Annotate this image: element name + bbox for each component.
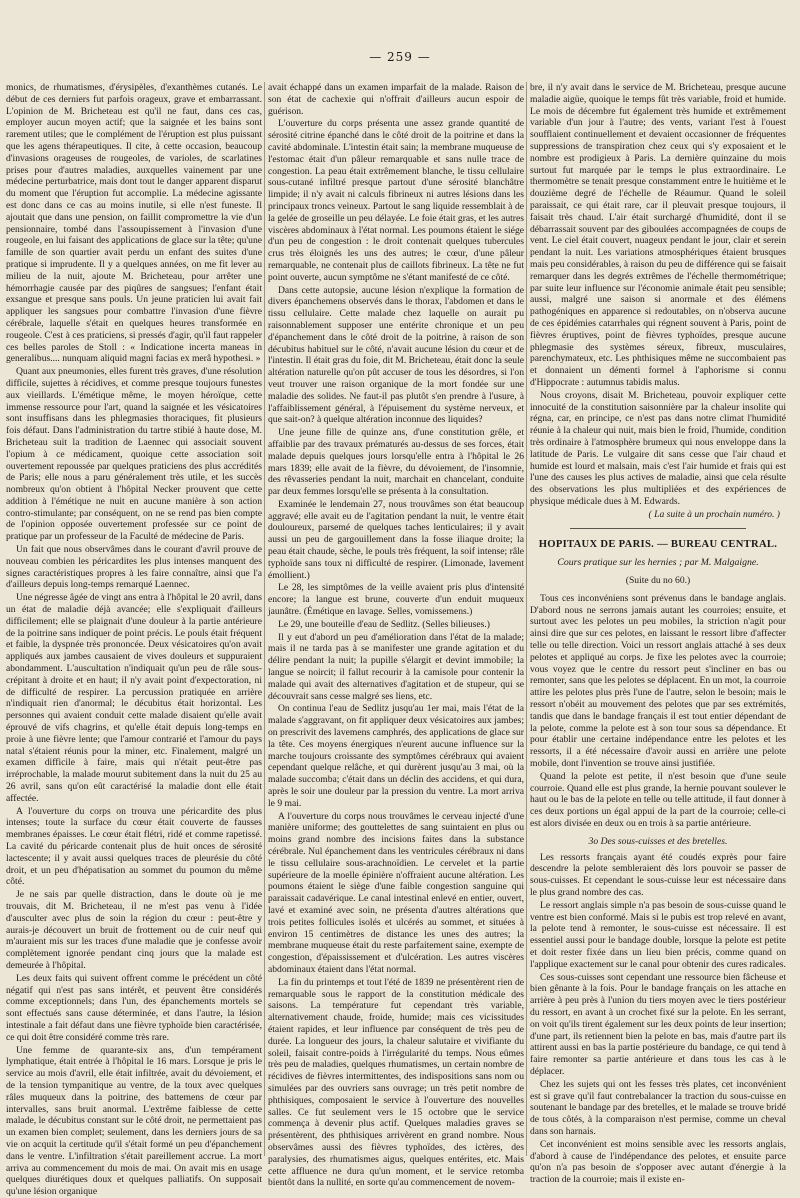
- paragraph: Une négresse âgée de vingt ans entra à l'hôpital le 20 avril, dans un état de maladie déjà avancée; elle s'expliquait d'ailleurs difficilement; elle se plaignait d'une douleur à la partie antérieure de la poitrine sans indiquer de point précis. Le pouls était fréquent et faible, la dyspnée très prononcée. Deux vésicatoires qu'on avait appliqués aux jambes causaient de vives douleurs et suppuraient abondamment. L'auscultation n'indiquait qu'un peu de râle sous-crépitant à droite et en haut; il n'y avait point d'expectoration, ni de difficulté de respirer. La percussion pratiquée en arrière n'indiquait rien d'anormal; le décubitus était horizontal. Les personnes qui avaient conduit cette malade disaient qu'elle avait éprouvé de vifs chagrins, et qu'elle était depuis long-temps en proie à une fièvre lente; que l'amour contrarié et l'amour du pays natal s'étaient réunis pour la miner, etc. Finalement, malgré un examen difficile à faire, mais qui n'était peut-être pas irréprochable, la malade mourut subitement dans la nuit du 25 au 26 avril, sans qu'on eût caractérisé la maladie dont elle était affectée.: [6, 592, 262, 804]
- paragraph: Les ressorts français ayant été coudés exprès pour faire descendre la pelote sembleraient dès lors pouvoir se passer de sous-cuisses. Et cependant le sous-cuisse leur est nécessaire dans le plus grand nombre des cas.: [530, 851, 786, 898]
- paragraph: Je ne sais par quelle distraction, dans le doute où je me trouvais, dit M. Bricheteau, il ne m'est pas venu à l'idée d'ausculter avec plus de soin la région du cœur : peut-être y aurais-je découvert un bruit de frottement ou de cuir neuf qui m'auraient mis sur les traces d'une maladie que je confesse avoir complètement ignorée pendant cinq jours que la malade est demeurée à l'hôpital.: [6, 889, 262, 971]
- section-subtitle: Cours pratique sur les hernies ; par M. Malgaigne.: [557, 557, 759, 569]
- column-2: [268, 82, 524, 1189]
- paragraph: A l'ouverture du corps on trouva une péricardite des plus intenses; toute la surface du cœur était couverte de fausses membranes épaisses. Le cœur était flétri, ridé et comme rapetissé. La cavité du péricarde contenait plus de huit onces de sérosité lactescente; il y avait aussi quelques traces de pleurésie du côté droit, et un peu d'hépatisation au sommet du poumon du même côté.: [6, 805, 262, 888]
- paragraph: Le ressort anglais simple n'a pas besoin de sous-cuisse quand le ventre est bien conformé. Mais si le pubis est trop relevé en avant, la pelote tend à remonter, le sous-cuisse est nécessaire. Il est essentiel aussi pour le bandage double, lorsque la pelote est petite et doit rester fixée dans un lieu bien précis, comme quand on l'applique exactement sur le canal pour obtenir des cures radicales.: [530, 899, 786, 970]
- paragraph: Un fait que nous observâmes dans le courant d'avril prouve de nouveau combien les péricardites les plus intenses manquent des signes caractéristiques propres à les faire connaître, ainsi que l'a d'ailleurs depuis long-temps remarqué Laennec.: [6, 544, 262, 591]
- paragraph: Chez les sujets qui ont les fesses très plates, cet inconvénient est si grave qu'il faut contrebalancer la traction du sous-cuisse en soutenant le bandage par des bretelles, et le malade se trouve bridé de tous côtés, à la comparaison n'est permise, comme un cheval dans son harnais.: [530, 1078, 786, 1137]
- paragraph: Cet inconvénient est moins sensible avec les ressorts anglais, d'abord à cause de l'indépendance des pelotes, et ensuite parce qu'on n'a pas besoin de s'opposer avec autant d'énergie à la traction de la courroie; mais il existe en-: [530, 1138, 786, 1186]
- paragraph: bre, il n'y avait dans le service de M. Bricheteau, presque aucune maladie aigüe, quoique le temps fût très variable, froid et humide. Le mois de décembre fut également très humide et extrêmement variable d'un jour à l'autre; des vents, variant l'est à l'ouest soufflaient continuellement et devaient occasionner de fréquentes suppressions de transpiration chez ceux qui s'y exposaient et le nombre est prodigieux à Paris. La dernière quinzaine du mois surtout fut marquée par le temps le plus extraordinaire. Le thermomètre se tenait presque constamment entre le huitième et le douzième degré de l'échelle de Réaumur. Quand le soleil paraissait, ce qui était rare, car il pleuvait presque toujours, il faisait très chaud. L'air était surchargé d'humidité, dont il se débarrassait souvent par des giboulées accompagnées de coups de vent. Le ciel était couvert, nuageux pendant le jour, clair et serein pendant la nuit. Les variations atmosphériques étaient brusques mais peu considérables, à raison du peu de différence qui se faisait remarquer dans les degrés extrêmes de l'échelle thermométrique; par suite leur influence sur l'économie animale était peu sensible; aussi, malgré une saison si anormale et des élémens pathogéniques en apparence si redoutables, on n'observa aucune de ces épidémies catarrhales qui régnent souvent à Paris, point de fièvres éruptives, point de fièvres typhoïdes, presque aucune phlegmasie des systèmes séreux, fibreux, musculaires, parenchymateux, etc. Les phthisiques même ne succombaient pas et donnaient un démenti formel à l'aphorisme si connu d'Hippocrate : autumnus tabidis malus.: [530, 82, 786, 388]
- paragraph: Le 29, une bouteille d'eau de Sedlitz. (Selles bilieuses.): [278, 618, 490, 630]
- paragraph: Une jeune fille de quinze ans, d'une constitution grêle, et affaiblie par des travaux prématurés au-dessus de ses forces, était malade depuis quelques jours lorsqu'elle entra à l'hôpital le 26 mars 1839; elle avait de la fièvre, du dévoiement, de l'insomnie, des rêvasseries pendant la nuit, marchait en chancelant, conduite par deux femmes lorsqu'elle se présenta à la consultation.: [268, 427, 524, 498]
- paragraph: Les deux faits qui suivent offrent comme le précédent un côté négatif qui n'est pas sans intérêt, et peuvent être considérés comme exceptionnels; dans l'un, des épanchements mortels se sont effectués sans cause déterminée, et dans l'autre, la lésion intestinale a fait défaut dans une fièvre typhoïde bien caractérisée, ce qui doit être considéré comme très rare.: [6, 972, 262, 1043]
- paragraph: avait échappé dans un examen imparfait de la malade. Raison de son état de cachexie qui n'offrait d'ailleurs aucun espoir de guérison.: [268, 82, 524, 117]
- paragraph: Ces sous-cuisses sont cependant une ressource bien fâcheuse et bien gênante à la fois. Pour le bandage français on les attache en arrière à peu près à l'union du tiers moyen avec le tiers postérieur du ressort, en avant à un crochet fixé sur la pelote. En les serrant, on voit qu'ils tirent également sur les deux points de leur insertion; d'une part, ils retiennent bien la pelote en bas, mais d'autre part ils attirent aussi en bas la partie postérieure du bandage, ce qui tend à faire remonter sa partie antérieure et dans tous les cas à le déplacer.: [530, 971, 786, 1077]
- subsection-heading: 3o Des sous-cuisses et des bretelles.: [588, 835, 728, 847]
- paragraph: Examinée le lendemain 27, nous trouvâmes son état beaucoup aggravé; elle avait eu de l'agitation pendant la nuit, le ventre était douloureux, parsemé de quelques taches lenticulaires; il y avait aussi un peu de gargouillement dans la fosse iliaque droite; la peau était chaude, sèche, le pouls très fréquent, la soif intense; râle typhoïde sans toux ni difficulté de respirer. (Limonade, lavement émollient.): [268, 498, 524, 581]
- paragraph: On continua l'eau de Sedlitz jusqu'au 1er mai, mais l'état de la malade s'aggravant, on fit appliquer deux vésicatoires aux jambes; on prescrivit des lavemens camphrés, des applications de glace sur la tête. Ces moyens énergiques n'eurent aucune influence sur la marche toujours croissante des symptômes cérébraux qui avaient cependant quelque relâche, et qui durèrent jusqu'au 3 mai, où la malade succomba; c'était dans un déclin des accidens, et qui dura, après le soir une douleur par la pression du ventre. La mort arriva le 9 mai.: [268, 703, 524, 809]
- section-divider: [570, 528, 746, 529]
- paragraph: A l'ouverture du corps nous trouvâmes le cerveau injecté d'une manière uniforme; des gouttelettes de sang suintaient en plus ou moins grand nombre des incisions faites dans la substance cérébrale. Nul épanchement dans les ventricules cérébraux ni dans le tissu cellulaire sous-arachnoïdien. Le cervelet et la partie supérieure de la moelle épinière n'offraient aucune altération. Les poumons étaient le siège d'une faible congestion sanguine qui paraissait cadavérique. Le canal intestinal enlevé en entier, ouvert, lavé et examiné avec soin, ne présenta d'autres altérations que trois petites follicules isolés et ulcérés au sommet, et situées à environ 15 centimètres de distance les unes des autres; la membrane muqueuse était du reste parfaitement saine, exempte de congestion, d'épaississement et d'ulcération. Les autres viscères abdominaux étaient dans l'état normal.: [268, 810, 524, 975]
- column-1: [6, 82, 262, 1198]
- paragraph: Tous ces inconvéniens sont prévenus dans le bandage anglais. D'abord nous ne serrons jamais autant les courroies; ensuite, et surtout avec les pelotes un peu mobiles, la striction n'agit pour ainsi dire que sur ces pelotes, en laissant le ressort libre d'affecter telle ou telle direction. Voici un ressort anglais attaché à ses deux pelotes et appliqué au corps. Je fixe les pelotes avec la courroie; vous voyez que le centre du ressort peut s'incliner en bas ou remonter, sans que les pelotes se déplacent. En un mot, la courroie attire les pelotes plus près l'une de l'autre, selon le besoin; mais le ressort n'obéit au mouvement des pelotes que par ses extrémités, tandis que dans le bandage français il est tout entier dépendant de la pelote, comme la pelote est à son tour sous sa dépendance. Et pour établir une certaine indépendance entre les pelotes et les ressorts, il a été nécessaire d'avoir aussi en arrière une pelote mobile, dont l'invention se trouve ainsi justifiée.: [530, 592, 786, 770]
- paragraph: Le 28, les simptômes de la veille avaient pris plus d'intensité encore; la langue est brune, couverte d'un enduit muqueux jaunâtre. (Émétique en lavage. Selles, vomissemens.): [268, 582, 524, 618]
- page-number: — 259 —: [369, 50, 431, 64]
- column-rule-1: [264, 82, 265, 1156]
- section-title: HOPITAUX DE PARIS. — BUREAU CENTRAL.: [538, 539, 778, 551]
- paragraph: L'ouverture du corps présenta une assez grande quantité de sérosité citrine épanché dans le côté droit de la poitrine et dans la cavité abdominale. L'intestin était sain; la membrane muqueuse de l'estomac était d'un pâleur remarquable et sans nulle trace de congestion. La peau était extrêmement blanche, le tissu cellulaire sous-cutané infiltré presque partout d'une sérosité blanchâtre limpide; il n'y avait ni calculs fibrineux ni autres lésions dans les principaux troncs veineux. Partout le sang liquide ressemblait à de la gelée de groseille un peu délayée. Le foie était gras, et les autres viscères abdominaux à l'état normal. Les poumons étaient le siége d'un peu de congestion : le droit contenait quelques tubercules crus très éloignés les uns des autres; le cœur, d'une pâleur remarquable, ne contenait plus de caillots fibrineux. La tête ne fut point ouverte, aucun symptôme ne s'étant manifesté de ce côté.: [268, 118, 524, 283]
- column-3: [530, 82, 786, 1186]
- continuation-marker: (Suite du no 60.): [625, 575, 691, 587]
- paragraph: Quand la pelote est petite, il n'est besoin que d'une seule courroie. Quand elle est plus grande, la hernie pouvant soulever le haut ou le bas de la pelote en telle ou telle attitude, il faut donner à ces deux portions un égal appui de la part de la courroie; celle-ci est alors divisée en deux ou en trois à sa partie antérieure.: [530, 770, 786, 830]
- paragraph: Une femme de quarante-six ans, d'un tempérament lymphatique, était entrée à l'hôpital le 16 mars. Lorsque je pris le service au mois d'avril, elle était infiltrée, avait du dévoiement, et de la tension tympanitique au ventre, de la toux avec quelques râles muqueux dans la poitrine, des battemens de cœur par intervalles, sans bruit anormal. L'extrême faiblesse de cette malade, le décubitus constant sur le côté droit, ne permettaient pas un examen bien complet; seulement, dans les derniers jours de sa vie on acquit la certitude qu'il s'était formé un peu d'épanchement dans le ventre. L'infiltration s'était pareillement accrue. La mort arriva au commencement du mois de mai. On avait mis en usage quelques diurétiques doux et quelques palliatifs. On supposait qu'une lésion organique: [6, 1044, 262, 1198]
- continuation-note: ( La suite à un prochain numéro. ): [648, 508, 780, 520]
- column-rule-2: [526, 82, 527, 1156]
- paragraph: Nous croyons, disait M. Bricheteau, pouvoir expliquer cette innocuité de la constitution saisonnière par la chaleur insolite qui régna, car, en principe, ce n'est pas dans notre climat l'humidité réunie à la chaleur qui nuit, mais bien le froid, l'humide, condition très ordinaire à l'atmosphère brumeux qui nous enveloppe dans la latitude de Paris. Le vulgaire dit sans cesse que l'air chaud et humide est lourd et malsain, mais c'est l'air humide et frais qui est l'une des causes les plus actives de maladie, ainsi que cela résulte des observations les plus multipliées et des expériences de physique médicale dues à M. Edwards.: [530, 389, 786, 507]
- paragraph: La fin du printemps et tout l'été de 1839 ne présentèrent rien de remarquable sous le rapport de la constitution médicale des saisons. La température fut cependant très variable, alternativement chaude, froide, humide; mais ces vicissitudes étaient rapides, et leur influence par conséquent de très peu de durée. La longueur des jours, la chaleur salutaire et vivifiante du soleil, faisait contre-poids à l'irrégularité du temps. Nous eûmes très peu de maladies, quelques rhumatismes, un certain nombre de récidives de fièvres intermittentes, des indispositions sans nom ou simulées par des ouvriers sans ouvrage; un très petit nombre de phthisiques, composaient le service à l'ouverture des nouvelles salles. Ce fut seulement vers le 15 octobre que le service commença à devenir plus actif. Quelques maladies graves se présentèrent, des phthisiques arrivèrent en grand nombre. Nous observâmes aussi des fièvres typhoïdes, des ictères, des paralysies, des rhumatismes aigus, quelques entérites, etc. Mais cette affluence ne dura qu'un moment, et le service retomba bientôt dans la nullité, en sorte qu'au commencement de novem-: [268, 976, 524, 1189]
- paragraph: Quant aux pneumonies, elles furent très graves, d'une résolution difficile, sujettes à récidives, et comme presque toujours funestes aux vieillards. L'émétique même, le moyen héroïque, cette immense ressource pour l'art, quand la saignée et les vésicatoires sont insuffisans dans les phlegmasies thoraciques, fit plusieurs fois défaut. Dans l'administration du tartre stibié à haute dose, M. Bricheteau suit la tradition de Laennec qui associait souvent l'opium à ce médicament, quoique cette association soit ouvertement repoussée par quelques praticiens des plus accrédités de Paris; elle nous a paru généralement très utile, et les succès nombreux qu'on obtient à l'hôpital Necker prouvent que cette addition à l'émétique ne nuit en aucune manière à son action contro-stimulante; par conséquent, on ne se rend pas bien compte de l'opinion opposée ouvertement professée sur ce point de pratique par un professeur de la Faculté de médecine de Paris.: [6, 366, 262, 543]
- paragraph: Il y eut d'abord un peu d'amélioration dans l'état de la malade; mais il ne tarda pas à se manifester une grande agitation et du délire pendant la nuit; la pupille s'élargit et devint immobile; la langue se noircit; il fallut recourir à la camisole pour contenir la malade qui avait des alternatives d'agitation et de stupeur, qui se découvrait sans cesse malgré ses liens, etc.: [268, 631, 524, 702]
- paragraph: Dans cette autopsie, aucune lésion n'explique la formation de divers épanchemens observés dans le thorax, l'abdomen et dans le tissu cellulaire. Cette malade chez laquelle on aurait pu raisonnablement supposer une entérite chronique et un peu d'épanchement dans le côté droit de la poitrine, à raison de son décubitus habituel sur le côté, n'avait aucune lésion du cœur et de l'intestin. Il était gras du foie, dit M. Bricheteau, était donc la seule altération naturelle qu'on pût accuser de tous les désordres, si l'on veut trouver une raison organique de la mort fondée sur une maladie des solides. Ne faut-il pas plutôt s'en prendre à l'usure, à l'affaiblissement général, à l'épuisement du système nerveux, et que sait-on? à quelque altération inconnue des liquides?: [268, 284, 524, 426]
- paragraph: monics, de rhumatismes, d'érysipèles, d'exanthèmes cutanés. Le début de ces derniers fut parfois orageux, grave et embarrassant. L'opinion de M. Bricheteau est qu'il ne faut, dans ces cas, employer aucun moyen actif; que la saignée et les bains sont rarement utiles; que le complément de l'éruption est plus puissant que les agens thérapeutiques. Il cite, à cette occasion, beaucoup d'invasions orageuses de rougeoles, de varioles, de scarlatines prises pour d'autres maladies, auxquelles vainement par une médecine perturbatrice, mais dont tout le danger apparent disparut du moment que l'éruption fut accomplie. La médecine agissante est donc dans ce cas au moins inutile, si elle n'est funeste. Il ajoutait que dans une pension, on faillit compromettre la vie d'un pensionnaire, tombé dans l'assoupissement à l'invasion d'une rougeole, en lui faisant des applications de glace sur la tête; qu'une famille de son quartier avait perdu un enfant des suites d'une pratique si imprudente. Il y a quelques années, on me fit lever au milieu de la nuit, ajoute M. Bricheteau, pour arrêter une hémorrhagie causée par des piqûres de sangsues; l'enfant était exsangue et presque sans pouls. Un jeune praticien lui avait fait appliquer les sangsues pour combattre l'invasion d'une fièvre cérébrale, laquelle s'était en quelques heures transformée en rougeole. C'est à ces praticiens, si pressés d'agir, qu'il faut rappeler ces belles paroles de Stoll : « Indicatione incerta maneas in generalibus.... nunquam aliquid magni facias ex merâ hypothesi. »: [6, 82, 262, 365]
